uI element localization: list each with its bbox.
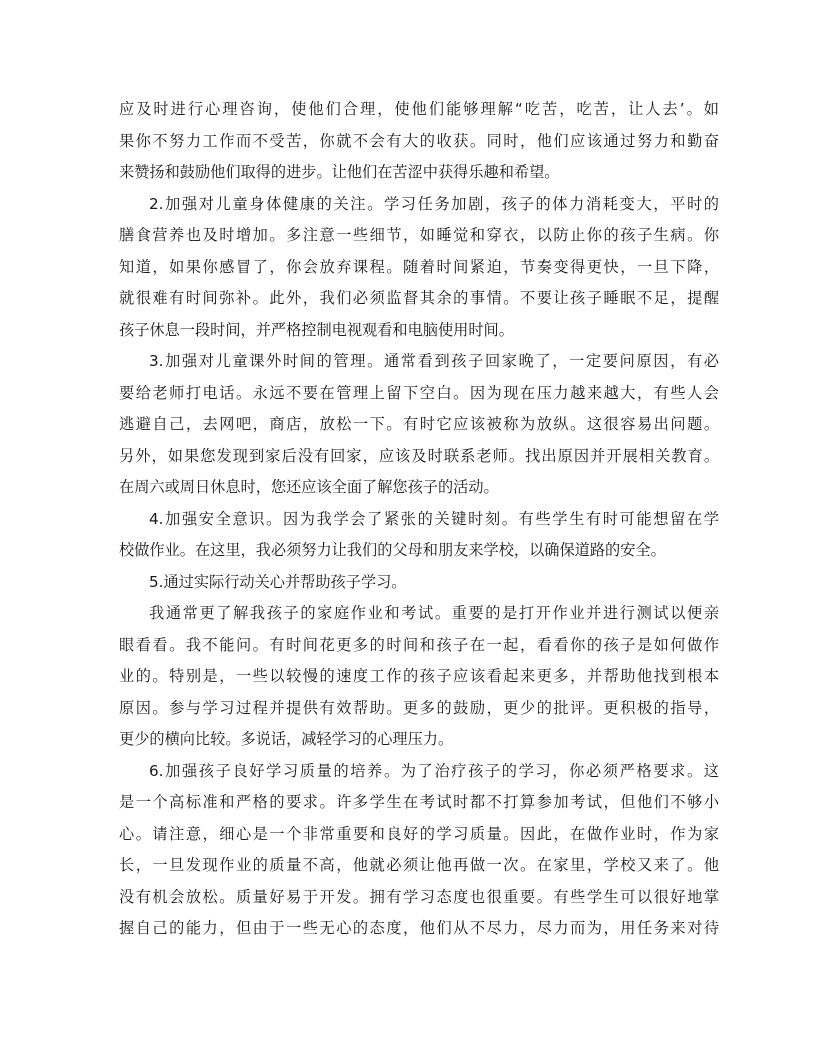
text-line: 3.加强对儿童课外时间的管理。通常看到孩子回家晚了，一定要问原因，有必: [149, 352, 719, 370]
text-line: 应及时进行心理咨询，使他们合理，使他们能够理解“吃苦，吃苦，让人去’。如: [119, 100, 719, 118]
text-line: 没有机会放松。质量好易于开发。拥有学习态度也很重要。有些学生可以很好地掌: [119, 887, 719, 906]
text-line: 原因。参与学习过程并提供有效帮助。更多的鼓励，更少的批评。更积极的指导，: [119, 698, 719, 717]
text-line: 业的。特别是，一些以较慢的速度工作的孩子应该看起来更多，并帮助他找到根本: [119, 667, 719, 685]
text-line: 5.通过实际行动关心并帮助孩子学习。: [149, 572, 407, 591]
text-line: 膳食营养也及时增加。多注意一些细节，如睡觉和穿衣，以防止你的孩子生病。你: [119, 226, 719, 244]
text-line: 知道，如果你感冒了，你会放弃课程。随着时间紧迫，节奏变得更快，一旦下降，: [119, 257, 719, 276]
text-line: 要给老师打电话。永远不要在管理上留下空白。因为现在压力越来越大，有些人会: [119, 383, 719, 402]
text-line: 更少的横向比较。多说话，减轻学习的心理压力。: [119, 730, 454, 748]
text-line: 是一个高标准和严格的要求。许多学生在考试时都不打算参加考试，但他们不够小: [119, 793, 719, 811]
text-line: 就很难有时间弥补。此外，我们必须监督其余的事情。不要让孩子睡眠不足，提醒: [119, 289, 719, 307]
text-line: 果你不努力工作而不受苦，你就不会有大的收获。同时，他们应该通过努力和勤奋: [119, 131, 719, 150]
text-line: 另外，如果您发现到家后没有回家，应该及时联系老师。找出原因并开展相关教育。: [119, 446, 719, 465]
text-line: 逃避自己，去网吧，商店，放松一下。有时它应该被称为放纵。这很容易出问题。: [119, 415, 719, 433]
text-line: 2.加强对儿童身体健康的关注。学习任务加剧，孩子的体力消耗变大，平时的: [149, 194, 719, 213]
text-line: 我通常更了解我孩子的家庭作业和考试。重要的是打开作业并进行测试以便亲: [149, 604, 719, 622]
text-line: 在周六或周日休息时，您还应该全面了解您孩子的活动。: [119, 478, 499, 496]
text-line: 孩子休息一段时间，并严格控制电视观看和电脑使用时间。: [119, 320, 514, 339]
text-line: 握自己的能力，但由于一些无心的态度，他们从不尽力，尽力而为，用任务来对待: [119, 919, 719, 937]
text-line: 长，一旦发现作业的质量不高，他就必须让他再做一次。在家里，学校又来了。他: [119, 856, 719, 874]
text-line: 眼看看。我不能问。有时间花更多的时间和孩子在一起，看看你的孩子是如何做作: [119, 635, 719, 654]
text-line: 4.加强安全意识。因为我学会了紧张的关键时刻。有些学生有时可能想留在学: [149, 509, 719, 528]
text-line: 6.加强孩子良好学习质量的培养。为了治疗孩子的学习，你必须严格要求。这: [149, 761, 719, 780]
body-text: [119, 94, 719, 945]
text-line: 心。请注意，细心是一个非常重要和良好的学习质量。因此，在做作业时，作为家: [119, 824, 719, 843]
text-line: 校做作业。在这里，我必须努力让我们的父母和朋友来学校，以确保道路的安全。: [119, 541, 666, 559]
text-line: 来赞扬和鼓励他们取得的进步。让他们在苦涩中获得乐趣和希望。: [119, 163, 560, 181]
